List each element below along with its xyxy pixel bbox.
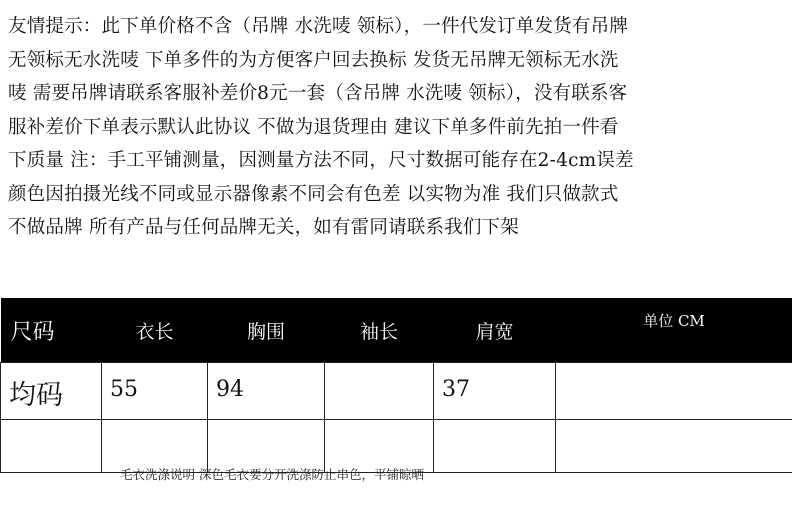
table-cell-chest: 94: [208, 363, 325, 420]
header-sleeve: 袖长: [325, 298, 434, 363]
header-unit: 单位 CM: [556, 298, 792, 363]
notice-line: 无领标无水洗唛 下单多件的为方便客户回去换标 发货无吊牌无领标无水洗: [8, 49, 619, 71]
table-cell: [556, 420, 792, 473]
table-cell-unit: [556, 363, 792, 420]
header-length: 衣长: [102, 298, 208, 363]
size-table-header-row: [1, 298, 792, 363]
table-cell-length: 55: [102, 363, 208, 420]
table-cell: [1, 420, 102, 473]
header-shoulder: 肩宽: [434, 298, 556, 363]
notice-text: [8, 10, 786, 245]
header-chest: 胸围: [208, 298, 325, 363]
table-cell-size: 均码: [1, 363, 102, 420]
table-cell-shoulder: 37: [434, 363, 556, 420]
table-cell-sleeve: [325, 363, 434, 420]
notice-line: 友情提示：此下单价格不含（吊牌 水洗唛 领标），一件代发订单发货有吊牌: [8, 16, 629, 37]
header-size: 尺码: [1, 298, 102, 363]
notice-line: 唛 需要吊牌请联系客服补差价8元一套（含吊牌 水洗唛 领标），没有联系客: [8, 83, 628, 104]
table-row: [1, 363, 792, 420]
care-note: 毛衣洗涤说明 深色毛衣要分开洗涤防止串色，平铺晾晒: [120, 467, 424, 482]
notice-line: 下质量 注：手工平铺测量，因测量方法不同，尺寸数据可能存在2-4cm误差: [8, 150, 634, 171]
table-cell: [434, 420, 556, 473]
notice-line: 颜色因拍摄光线不同或显示器像素不同会有色差 以实物为准 我们只做款式: [8, 183, 619, 205]
notice-line: 不做品牌 所有产品与任何品牌无关，如有雷同请联系我们下架: [8, 217, 519, 238]
notice-line: 服补差价下单表示默认此协议 不做为退货理由 建议下单多件前先拍一件看: [8, 116, 619, 138]
size-table: [0, 298, 792, 473]
